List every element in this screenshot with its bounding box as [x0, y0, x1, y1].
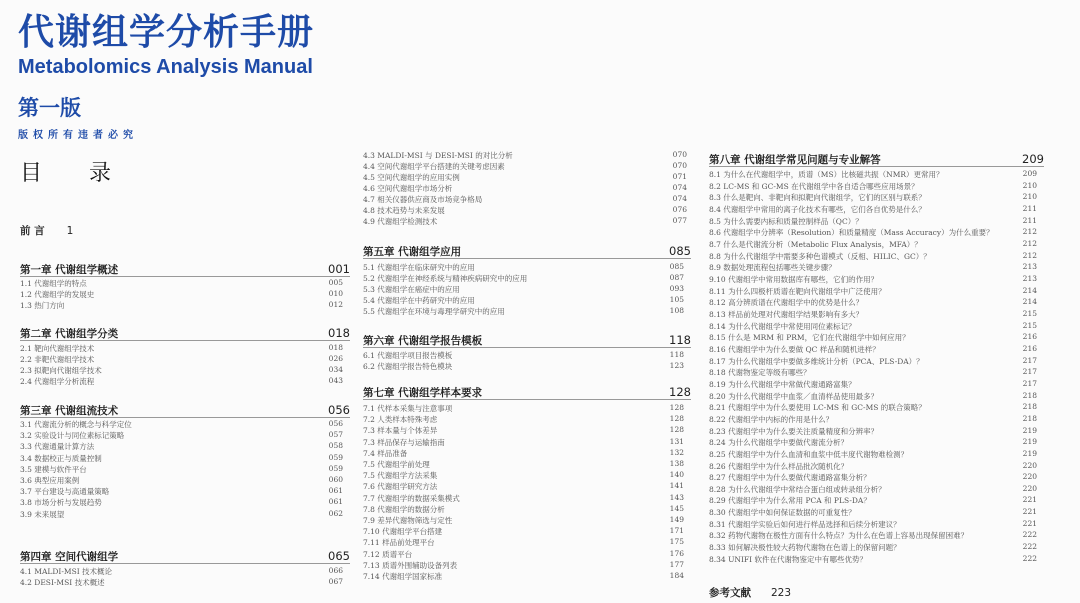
- toc-item[interactable]: [20, 497, 343, 508]
- toc-item-title: 1.1 代谢组学的特点: [20, 279, 87, 288]
- toc-item[interactable]: [363, 306, 684, 317]
- toc-item-title: 5.3 代谢组学在癌症中的应用: [363, 285, 460, 295]
- toc-item-page: 222: [1022, 530, 1037, 540]
- toc-item[interactable]: [363, 504, 684, 515]
- toc-item-title: 8.14 为什么代谢组学中常使用同位素标记？: [709, 321, 856, 331]
- toc-item-title: 8.25 代谢组学中为什么血清和血浆中低丰度代谢物难检测？: [709, 449, 909, 459]
- chapter-page: 085: [669, 244, 691, 258]
- toc-item-title: 5.1 代谢组学在临床研究中的应用: [363, 263, 475, 272]
- edition: 第一版: [18, 96, 81, 120]
- toc-item[interactable]: [709, 542, 1037, 553]
- toc-item[interactable]: [20, 464, 343, 475]
- toc-item-title: 2.4 代谢组学分析流程: [20, 377, 95, 387]
- toc-item-page: 071: [672, 172, 687, 181]
- toc-item-page: 085: [669, 262, 684, 271]
- toc-item-page: 066: [328, 566, 343, 575]
- toc-item-page: 123: [669, 361, 684, 371]
- chapter-title: 第六章 代谢组学报告模板: [363, 335, 483, 347]
- toc-item-page: 212: [1022, 250, 1037, 260]
- toc-item-title: 4.1 MALDI-MSI 技术概论: [20, 567, 113, 576]
- toc-item-title: 5.5 代谢组学在环境与毒理学研究中的应用: [363, 307, 505, 317]
- preface-entry[interactable]: [20, 223, 73, 238]
- toc-item-title: 7.9 差异代谢物筛选与定性: [363, 516, 453, 525]
- toc-item-page: 076: [672, 205, 687, 214]
- toc-item[interactable]: [363, 448, 684, 459]
- toc-item-page: 220: [1022, 460, 1037, 470]
- chapter-heading[interactable]: [20, 326, 350, 341]
- toc-item-title: 8.29 代谢组学中为什么常用 PCA 和 PLS-DA？: [709, 496, 871, 506]
- toc-item-title: 7.2 人类样本特殊考虑: [363, 415, 438, 425]
- chapter-heading[interactable]: [20, 549, 350, 564]
- toc-item-title: 5.4 代谢组学在中药研究中的应用: [363, 296, 475, 306]
- toc-item-title: 8.21 代谢组学中为什么要使用 LC-MS 和 GC-MS 的联合策略？: [709, 403, 926, 413]
- chapter-heading[interactable]: [709, 152, 1044, 167]
- toc-item-title: 8.7 什么是代谢流分析（Metabolic Flux Analysis，MFA）？: [709, 239, 922, 249]
- toc-item-title: 3.4 数据校正与质量控制: [20, 453, 102, 463]
- toc-item[interactable]: [363, 183, 687, 194]
- toc-item-page: 145: [669, 503, 684, 513]
- toc-item[interactable]: [709, 227, 1037, 238]
- toc-item-title: 4.5 空间代谢组学的应用实例: [363, 173, 460, 182]
- chapter-page: 118: [669, 333, 691, 347]
- toc-item-page: 218: [1022, 390, 1037, 400]
- toc-item[interactable]: [20, 419, 343, 430]
- chapter-divider: [20, 417, 350, 418]
- toc-item[interactable]: [363, 549, 684, 560]
- toc-item[interactable]: [709, 437, 1037, 448]
- toc-item-page: 213: [1022, 262, 1037, 272]
- toc-item-page: 222: [1022, 553, 1037, 563]
- toc-item-title: 3.9 未来展望: [20, 509, 65, 519]
- chapter-title: 第八章 代谢组学常见问题与专业解答: [709, 154, 881, 166]
- toc-item-page: 074: [672, 194, 687, 203]
- toc-item-title: 8.34 UNIFI 软件在代谢物鉴定中有哪些优势？: [709, 554, 867, 564]
- toc-item-title: 7.13 质谱外围辅助设备列表: [363, 560, 458, 570]
- toc-item-page: 057: [328, 430, 343, 440]
- toc-item-page: 128: [669, 403, 684, 412]
- toc-item-page: 010: [328, 289, 343, 299]
- toc-item-title: 7.3 样本量与个体差异: [363, 426, 438, 436]
- chapter-page: 209: [1022, 152, 1044, 166]
- toc-item-page: 218: [1022, 413, 1037, 423]
- toc-item[interactable]: [709, 530, 1037, 541]
- toc-item-page: 184: [669, 571, 684, 580]
- toc-item[interactable]: [709, 414, 1037, 425]
- toc-item[interactable]: [20, 289, 343, 300]
- chapter-page: 018: [328, 326, 350, 340]
- toc-item-page: 132: [669, 447, 684, 457]
- toc-item-page: 222: [1022, 542, 1037, 552]
- toc-item-title: 8.4 代谢组学中常用的离子化技术有哪些，它们各自优势是什么？: [709, 204, 926, 214]
- toc-item[interactable]: [709, 309, 1037, 320]
- toc-item-page: 217: [1022, 378, 1037, 388]
- toc-item-title: 7.14 代谢组学国家标准: [363, 572, 443, 581]
- toc-item[interactable]: [363, 470, 684, 481]
- toc-item[interactable]: [709, 216, 1037, 227]
- chapter-title: 第一章 代谢组学概述: [20, 264, 119, 276]
- toc-item-title: 7.5 代谢组学方法采集: [363, 471, 438, 481]
- toc-item-page: 216: [1022, 343, 1037, 353]
- toc-item-title: 6.1 代谢组学项目报告模板: [363, 351, 453, 360]
- toc-item[interactable]: [363, 284, 684, 295]
- toc-item[interactable]: [363, 194, 687, 205]
- toc-item-page: 077: [672, 216, 687, 225]
- toc-item[interactable]: [20, 486, 343, 497]
- toc-item[interactable]: [709, 169, 1037, 180]
- toc-item-page: 218: [1022, 402, 1037, 412]
- toc-item-title: 8.19 为什么代谢组学中常做代谢通路富集？: [709, 379, 856, 389]
- toc-item-page: 141: [669, 481, 684, 491]
- toc-item[interactable]: [20, 354, 343, 365]
- toc-item-page: 143: [669, 492, 684, 502]
- toc-item-title: 4.8 技术趋势与未来发展: [363, 206, 445, 215]
- toc-item-page: 005: [328, 278, 343, 287]
- toc-item[interactable]: [709, 356, 1037, 367]
- toc-item-title: 4.7 相关仪器供应商及市场竞争格局: [363, 195, 483, 204]
- toc-item-page: 043: [328, 376, 343, 386]
- title-zh: 代谢组学分析手册: [18, 12, 315, 53]
- chapter-divider: [709, 166, 1044, 167]
- chapter-divider: [20, 563, 350, 564]
- toc-item[interactable]: [363, 350, 684, 361]
- toc-item-page: 177: [669, 559, 684, 569]
- toc-item[interactable]: [709, 181, 1037, 192]
- toc-item-page: 214: [1022, 285, 1037, 295]
- preface-label: 前 言: [20, 225, 45, 237]
- toc-item-title: 8.2 LC-MS 和 GC-MS 在代谢组学中各自适合哪些应用场景？: [709, 181, 919, 191]
- toc-item-title: 3.8 市场分析与发展趋势: [20, 498, 102, 508]
- toc-item[interactable]: [20, 300, 343, 311]
- toc-item-page: 212: [1022, 238, 1037, 248]
- toc-item-title: 4.2 DESI-MSI 技术概述: [20, 578, 105, 587]
- toc-item-page: 210: [1022, 180, 1037, 190]
- toc-item-page: 210: [1022, 192, 1037, 202]
- toc-item-page: 128: [669, 414, 684, 424]
- toc-item-page: 211: [1022, 215, 1037, 225]
- toc-item-title: 7.10 代谢组学平台搭建: [363, 527, 443, 537]
- chapter-page: 056: [328, 403, 350, 417]
- title-en: Metabolomics Analysis Manual: [18, 56, 313, 78]
- toc-item-page: 062: [328, 508, 343, 518]
- chapter-page: 065: [328, 549, 350, 563]
- toc-item-title: 8.18 代谢物鉴定等级有哪些？: [709, 368, 811, 378]
- toc-item-title: 8.5 为什么需要内标和质量控制样品（QC）？: [709, 216, 863, 226]
- toc-item-page: 220: [1022, 472, 1037, 482]
- toc-item-page: 211: [1022, 203, 1037, 213]
- toc-item-title: 8.16 代谢组学中为什么要做 QC 样品和随机进样？: [709, 344, 880, 354]
- toc-item-page: 216: [1022, 332, 1037, 342]
- toc-item-page: 087: [669, 273, 684, 283]
- toc-item-title: 7.1 代样本采集与注意事项: [363, 404, 453, 413]
- toc-item-title: 8.28 为什么代谢组学中常结合蛋白组或转录组分析？: [709, 484, 886, 494]
- toc-item-page: 219: [1022, 437, 1037, 447]
- toc-item-page: 219: [1022, 425, 1037, 435]
- chapter-title: 第七章 代谢组学样本要求: [363, 387, 483, 399]
- toc-item-title: 8.23 代谢组学中为什么要关注质量精度和分辨率？: [709, 426, 879, 436]
- references-label: 参考文献: [709, 587, 751, 599]
- toc-item-page: 034: [328, 365, 343, 375]
- toc-item-page: 070: [672, 150, 687, 159]
- toc-item[interactable]: [363, 273, 684, 284]
- toc-item[interactable]: [709, 449, 1037, 460]
- toc-item-title: 4.4 空间代谢组学平台搭建的关键考虑因素: [363, 162, 505, 171]
- chapter-divider: [20, 340, 350, 341]
- toc-item-title: 8.20 为什么代谢组学中血浆／血清样品使用最多？: [709, 391, 879, 401]
- preface-page: 1: [66, 225, 74, 237]
- toc-item-page: 012: [328, 300, 343, 310]
- toc-item-title: 8.30 代谢组学中如何保证数据的可重复性？: [709, 508, 856, 518]
- chapter-page: 001: [328, 262, 350, 276]
- toc-item-title: 6.2 代谢组学报告特色模块: [363, 362, 453, 372]
- copyright-notice: 版权所有违者必究: [18, 130, 138, 141]
- chapter-title: 第二章 代谢组学分类: [20, 328, 119, 340]
- toc-item-page: 149: [669, 515, 684, 524]
- references-entry[interactable]: [709, 585, 791, 600]
- toc-item[interactable]: [20, 376, 343, 387]
- toc-item-page: 217: [1022, 355, 1037, 365]
- toc-item[interactable]: [20, 278, 343, 289]
- toc-item-page: 018: [328, 343, 343, 352]
- toc-item-title: 4.9 代谢组学检测技术: [363, 217, 438, 226]
- toc-item-page: 026: [328, 354, 343, 364]
- toc-item[interactable]: [20, 441, 343, 452]
- toc-item-title: 1.3 热门方向: [20, 301, 65, 311]
- toc-item-page: 060: [328, 475, 343, 484]
- toc-item[interactable]: [709, 321, 1037, 332]
- toc-item[interactable]: [20, 566, 343, 577]
- toc-item-title: 8.17 为什么代谢组学中要做多维统计分析（PCA、PLS-DA）？: [709, 356, 924, 366]
- toc-item[interactable]: [363, 262, 684, 273]
- toc-item-title: 3.3 代谢通量计算方法: [20, 442, 95, 452]
- toc-item[interactable]: [709, 391, 1037, 402]
- toc-item-page: 061: [328, 497, 343, 507]
- toc-item-title: 3.6 典型应用案例: [20, 476, 80, 485]
- toc-item[interactable]: [363, 425, 684, 436]
- toc-item[interactable]: [709, 297, 1037, 308]
- toc-item[interactable]: [363, 437, 684, 448]
- toc-item-page: 056: [328, 419, 343, 428]
- toc-item-page: 215: [1022, 320, 1037, 330]
- toc-item-page: 093: [669, 284, 684, 294]
- toc-item-page: 067: [328, 577, 343, 586]
- toc-item-title: 7.3 样品保存与运输指南: [363, 437, 445, 447]
- toc-item-title: 8.3 什么是靶向、非靶向和拟靶向代谢组学，它们的区别与联系？: [709, 193, 926, 203]
- toc-item-title: 8.11 为什么四极杆质谱在靶向代谢组学中广泛使用？: [709, 286, 886, 296]
- toc-item[interactable]: [363, 216, 687, 227]
- toc-item[interactable]: [363, 459, 684, 470]
- toc-item-title: 5.2 代谢组学在神经系统与精神疾病研究中的应用: [363, 274, 528, 284]
- chapter-title: 第四章 空间代谢组学: [20, 551, 119, 563]
- toc-item[interactable]: [20, 365, 343, 376]
- toc-item[interactable]: [709, 367, 1037, 378]
- toc-item[interactable]: [709, 495, 1037, 506]
- chapter-divider: [363, 399, 691, 400]
- toc-item-page: 128: [669, 425, 684, 435]
- toc-item-title: 3.1 代谢流分析的概念与科学定位: [20, 420, 132, 429]
- toc-item-page: 138: [669, 459, 684, 468]
- toc-item[interactable]: [709, 472, 1037, 483]
- toc-item-title: 8.6 代谢组学中分辨率（Resolution）和质量精度（Mass Accuracy）为什么重要？: [709, 228, 994, 238]
- toc-item[interactable]: [709, 239, 1037, 250]
- toc-item-page: 221: [1022, 495, 1037, 505]
- toc-item-title: 3.2 实验设计与同位素标记策略: [20, 431, 125, 441]
- toc-item[interactable]: [363, 537, 684, 548]
- references-page: 223: [771, 587, 792, 599]
- toc-item-page: 175: [669, 537, 684, 547]
- toc-item-title: 8.9 数据处理流程包括哪些关键步骤？: [709, 263, 836, 273]
- toc-item-page: 221: [1022, 507, 1037, 517]
- toc-item[interactable]: [709, 251, 1037, 262]
- toc-item[interactable]: [363, 172, 687, 183]
- toc-item-page: 108: [669, 306, 684, 316]
- toc-heading: 目 录: [20, 161, 131, 186]
- toc-item-title: 8.27 代谢组学中为什么要做代谢通路富集分析？: [709, 473, 871, 483]
- toc-item-page: 212: [1022, 227, 1037, 237]
- toc-item[interactable]: [709, 262, 1037, 273]
- toc-item[interactable]: [20, 453, 343, 464]
- toc-item-title: 8.8 为什么代谢组学中需要多种色谱模式（反相、HILIC、GC）？: [709, 251, 931, 261]
- toc-item-title: 8.24 为什么代谢组学中要做代谢流分析？: [709, 438, 849, 448]
- toc-item-title: 3.5 建模与软件平台: [20, 464, 87, 474]
- toc-item-page: 118: [669, 350, 684, 359]
- chapter-divider: [20, 276, 350, 277]
- toc-item-title: 9.10 代谢组学中常用数据库有哪些，它们的作用？: [709, 274, 879, 284]
- toc-item[interactable]: [709, 554, 1037, 565]
- toc-item-page: 220: [1022, 483, 1037, 493]
- toc-item-page: 074: [672, 183, 687, 192]
- toc-item-title: 3.7 平台建设与高通量策略: [20, 487, 110, 497]
- toc-item-page: 059: [328, 452, 343, 462]
- toc-item-page: 140: [669, 470, 684, 480]
- toc-item-title: 4.3 MALDI-MSI 与 DESI-MSI 的对比分析: [363, 151, 513, 160]
- toc-item[interactable]: [363, 493, 684, 504]
- toc-item-title: 7.4 样品准备: [363, 448, 408, 458]
- toc-item-title: 2.3 拟靶向代谢组学技术: [20, 366, 102, 376]
- toc-item[interactable]: [709, 344, 1037, 355]
- toc-item[interactable]: [709, 274, 1037, 285]
- toc-item-title: 8.33 如何解决极性较大药物代谢物在色谱上的保留问题？: [709, 543, 901, 553]
- toc-item[interactable]: [363, 515, 684, 526]
- chapter-heading[interactable]: [363, 385, 691, 400]
- toc-item[interactable]: [709, 402, 1037, 413]
- toc-item[interactable]: [363, 526, 684, 537]
- toc-item-title: 8.26 代谢组学中为什么样品批次随机化？: [709, 461, 849, 471]
- toc-item-title: 8.1 为什么在代谢组学中，质谱（MS）比核磁共振（NMR）更常用？: [709, 170, 944, 179]
- chapter-divider: [363, 347, 691, 348]
- toc-item-title: 7.11 样品前处理平台: [363, 538, 435, 548]
- toc-item-page: 059: [328, 463, 343, 473]
- toc-item[interactable]: [363, 150, 687, 161]
- toc-item[interactable]: [709, 332, 1037, 343]
- toc-item[interactable]: [363, 481, 684, 492]
- toc-item[interactable]: [709, 286, 1037, 297]
- toc-item[interactable]: [363, 403, 684, 414]
- toc-item-page: 221: [1022, 518, 1037, 528]
- toc-item-page: 176: [669, 548, 684, 558]
- toc-item-title: 8.22 代谢组学中内标的作用是什么？: [709, 414, 834, 424]
- toc-item[interactable]: [363, 560, 684, 571]
- chapter-page: 128: [669, 385, 691, 399]
- toc-item[interactable]: [709, 519, 1037, 530]
- toc-item-title: 7.7 代谢组学的数据采集模式: [363, 493, 460, 503]
- toc-item[interactable]: [20, 577, 343, 588]
- toc-item[interactable]: [709, 379, 1037, 390]
- toc-item[interactable]: [709, 192, 1037, 203]
- toc-item[interactable]: [363, 414, 684, 425]
- toc-item-title: 7.5 代谢组学前处理: [363, 460, 430, 469]
- toc-item-title: 7.8 代谢组学的数据分析: [363, 504, 445, 514]
- toc-item-title: 1.2 代谢组学的发展史: [20, 290, 95, 300]
- toc-item-title: 8.31 代谢组学实验后如何进行样品选择和后续分析建议？: [709, 519, 901, 529]
- chapter-heading[interactable]: [363, 333, 691, 348]
- toc-item-page: 131: [669, 436, 684, 446]
- toc-item[interactable]: [20, 430, 343, 441]
- toc-item-title: 4.6 空间代谢组学市场分析: [363, 184, 453, 193]
- toc-item[interactable]: [363, 295, 684, 306]
- toc-item[interactable]: [709, 507, 1037, 518]
- toc-item-title: 7.12 质谱平台: [363, 549, 413, 559]
- toc-item-page: 209: [1022, 169, 1037, 178]
- toc-item-title: 2.2 非靶代谢组学技术: [20, 355, 95, 365]
- toc-item-title: 7.6 代谢组学研究方法: [363, 482, 438, 492]
- chapter-divider: [363, 258, 691, 259]
- toc-item[interactable]: [709, 426, 1037, 437]
- chapter-heading[interactable]: [20, 262, 350, 277]
- toc-item[interactable]: [709, 461, 1037, 472]
- toc-item[interactable]: [20, 475, 343, 486]
- toc-item-page: 214: [1022, 297, 1037, 307]
- toc-item-page: 219: [1022, 448, 1037, 458]
- toc-item[interactable]: [709, 484, 1037, 495]
- toc-item[interactable]: [709, 204, 1037, 215]
- toc-item[interactable]: [363, 161, 687, 172]
- toc-item-title: 8.12 高分辨质谱在代谢组学中的优势是什么？: [709, 298, 864, 308]
- chapter-title: 第五章 代谢组学应用: [363, 246, 462, 258]
- toc-item-title: 8.13 样品前处理对代谢组学结果影响有多大？: [709, 309, 864, 319]
- toc-item[interactable]: [363, 361, 684, 372]
- toc-item-title: 8.15 什么是 MRM 和 PRM，它们在代谢组学中如何应用？: [709, 333, 910, 343]
- toc-item-page: 061: [328, 486, 343, 496]
- toc-item-page: 213: [1022, 273, 1037, 283]
- chapter-heading[interactable]: [20, 403, 350, 418]
- toc-item-page: 215: [1022, 308, 1037, 318]
- toc-item[interactable]: [363, 571, 684, 582]
- toc-item-page: 171: [669, 526, 684, 536]
- toc-item[interactable]: [363, 205, 687, 216]
- toc-item-page: 058: [328, 441, 343, 451]
- toc-item-title: 2.1 靶向代谢组学技术: [20, 344, 95, 353]
- toc-item-page: 070: [672, 161, 687, 170]
- toc-item-page: 217: [1022, 367, 1037, 377]
- chapter-heading[interactable]: [363, 244, 691, 259]
- toc-item[interactable]: [20, 509, 343, 520]
- toc-item-page: 105: [669, 295, 684, 305]
- toc-item-title: 8.32 药物代谢物在极性方面有什么特点？为什么在色谱上容易出现保留困难？: [709, 531, 969, 541]
- chapter-title: 第三章 代谢组流技术: [20, 405, 119, 417]
- toc-item[interactable]: [20, 343, 343, 354]
